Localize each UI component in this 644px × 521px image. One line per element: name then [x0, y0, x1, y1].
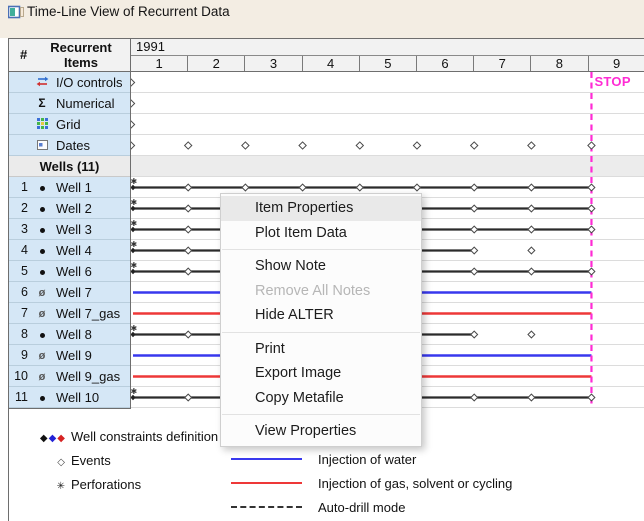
corner-hash: # [20, 47, 28, 62]
menu-separator [222, 332, 420, 333]
legend-marker-label: Events [71, 452, 111, 468]
star-icon: ✳ [56, 480, 66, 492]
well-number: 7 [21, 306, 28, 320]
well-label: Well 1 [56, 179, 92, 195]
event-diamond [185, 142, 192, 149]
red-solid-line-sample [231, 482, 302, 484]
well-row-well-7[interactable] [9, 282, 130, 303]
legend-line-label: Injection of water [318, 451, 417, 467]
diamond-blue-icon: ◆ [48, 432, 58, 444]
event-diamond [528, 268, 535, 275]
perforation-icon: ✱ [130, 324, 138, 333]
legend-line-row [231, 500, 405, 514]
month-header-row [131, 56, 644, 71]
window-title: Time-Line View of Recurrent Data [27, 4, 230, 19]
well-number: 6 [21, 285, 28, 299]
blue-solid-line-sample [231, 458, 302, 460]
event-diamond [242, 142, 249, 149]
month-header-cell: 1 [131, 56, 188, 71]
menu-item-print[interactable]: Print [255, 340, 285, 357]
io-controls-icon [28, 76, 56, 88]
event-diamond [299, 142, 306, 149]
event-diamond [588, 142, 595, 149]
corner-title [33, 40, 129, 70]
year-row-divider [130, 55, 644, 56]
well-number: 9 [21, 348, 28, 362]
well-row-well-8[interactable] [9, 324, 130, 345]
diamond-red-icon: ◆ [57, 432, 66, 444]
well-number: 10 [14, 369, 28, 383]
legend-marker-row [24, 453, 111, 467]
producer-marker-icon [28, 224, 56, 234]
producer-marker-icon [28, 266, 56, 276]
left-panel [9, 72, 130, 408]
event-diamond [528, 142, 535, 149]
event-diamond [471, 142, 478, 149]
event-diamond [356, 184, 363, 191]
event-diamond [471, 394, 478, 401]
well-number: 5 [21, 264, 28, 278]
menu-item-remove-all-notes: Remove All Notes [255, 282, 371, 299]
producer-marker-icon [28, 392, 56, 402]
injector-marker-icon: ø [38, 370, 46, 383]
event-diamond [185, 394, 192, 401]
menu-item-view-properties[interactable]: View Properties [255, 423, 357, 440]
well-number: 1 [21, 180, 28, 194]
window-titlebar [0, 0, 644, 38]
menu-item-plot-item-data[interactable]: Plot Item Data [255, 224, 347, 241]
event-diamond [471, 247, 478, 254]
event-diamond [528, 247, 535, 254]
event-diamond [528, 394, 535, 401]
legend-marker-symbols [24, 453, 66, 468]
event-diamond [588, 226, 595, 233]
event-diamond [413, 142, 420, 149]
legend-line-label: Auto-drill mode [318, 499, 406, 515]
perforation-icon: ✱ [130, 261, 138, 270]
perforation-icon: ✱ [130, 387, 138, 396]
perforation-icon: ✱ [130, 219, 138, 228]
corner-title-line2: Items [64, 55, 98, 70]
event-diamond [185, 226, 192, 233]
item-label: I/O controls [56, 74, 123, 90]
event-diamond [471, 268, 478, 275]
month-header-cell: 7 [474, 56, 531, 71]
event-diamond [528, 205, 535, 212]
well-label: Well 8 [56, 326, 92, 342]
event-diamond [185, 247, 192, 254]
well-row-well-4[interactable] [9, 240, 130, 261]
item-label: Grid [56, 116, 81, 132]
year-header [131, 39, 644, 55]
well-number: 2 [21, 201, 28, 215]
well-label: Well 7 [56, 284, 92, 300]
event-diamond [471, 331, 478, 338]
year-label: 1991 [136, 39, 165, 54]
menu-separator [222, 414, 420, 415]
month-header-cell: 8 [531, 56, 588, 71]
well-label: Well 4 [56, 242, 92, 258]
stop-label: STOP [594, 74, 631, 89]
context-menu [220, 193, 422, 447]
well-row-well-9-gas[interactable] [9, 366, 130, 387]
perforation-icon: ✱ [130, 240, 138, 249]
producer-marker-icon [28, 203, 56, 213]
well-row-well-2[interactable] [9, 198, 130, 219]
sum-icon: Σ [38, 96, 46, 110]
header-corner-cell [9, 39, 130, 71]
month-header-cell: 6 [417, 56, 474, 71]
event-diamond [471, 184, 478, 191]
menu-item-item-properties[interactable]: Item Properties [221, 196, 421, 221]
well-label: Well 2 [56, 200, 92, 216]
wells-header: Wells (11) [9, 156, 130, 177]
diamond-open-icon: ◇ [57, 456, 66, 468]
event-diamond [588, 205, 595, 212]
well-row-well-3[interactable] [9, 219, 130, 240]
well-row-well-6[interactable] [9, 261, 130, 282]
grid-icon [28, 118, 56, 130]
sidebar-item-i-o-controls[interactable] [9, 72, 130, 93]
legend-marker-label: Well constraints definition [71, 428, 219, 444]
producer-marker-icon [28, 182, 56, 192]
event-diamond [588, 268, 595, 275]
well-number: 3 [21, 222, 28, 236]
well-label: Well 9_gas [56, 368, 121, 384]
legend-marker-row [24, 477, 141, 491]
event-diamond [185, 268, 192, 275]
legend-marker-symbols [24, 477, 66, 492]
event-diamond [528, 184, 535, 191]
event-diamond [528, 331, 535, 338]
menu-separator [222, 249, 420, 250]
producer-marker-icon [28, 329, 56, 339]
table-border-top [8, 38, 644, 39]
well-number: 4 [21, 243, 28, 257]
corner-title-line1: Recurrent [50, 40, 112, 55]
event-diamond [414, 184, 421, 191]
well-number: 8 [21, 327, 28, 341]
event-diamond [588, 394, 595, 401]
menu-item-copy-metafile[interactable]: Copy Metafile [255, 389, 344, 406]
legend-marker-symbols [24, 429, 66, 444]
sidebar-item-grid[interactable] [9, 114, 130, 135]
well-label: Well 7_gas [56, 305, 121, 321]
legend-marker-row [24, 429, 218, 443]
injector-marker-icon: ø [38, 307, 46, 320]
dates-icon [28, 140, 56, 151]
panel-bottom-border [8, 408, 130, 409]
panel-divider [130, 38, 131, 409]
sidebar-item-dates[interactable] [9, 135, 130, 156]
event-diamond [185, 331, 192, 338]
month-header-cell: 9 [589, 56, 644, 71]
window-icon [8, 5, 24, 19]
legend-line-row [231, 452, 416, 466]
event-diamond [356, 142, 363, 149]
producer-marker-icon [28, 245, 56, 255]
perforation-icon: ✱ [130, 177, 138, 186]
wells-band [130, 156, 644, 177]
item-label: Numerical [56, 95, 115, 111]
event-diamond [185, 205, 192, 212]
injector-marker-icon: ø [38, 286, 46, 299]
event-diamond [242, 184, 249, 191]
month-header-cell: 5 [360, 56, 417, 71]
event-diamond [471, 205, 478, 212]
month-header-cell: 2 [188, 56, 245, 71]
well-number: 11 [15, 390, 28, 404]
event-diamond [471, 226, 478, 233]
well-label: Well 10 [56, 389, 100, 405]
well-row-well-9[interactable] [9, 345, 130, 366]
header-bottom-border [8, 71, 644, 72]
diamond-black-icon: ◆ [39, 432, 49, 444]
month-header-cell: 4 [303, 56, 360, 71]
menu-item-export-image[interactable]: Export Image [255, 365, 342, 382]
black-dashed-line-sample [231, 506, 302, 508]
event-diamond [185, 184, 192, 191]
well-row-well-1[interactable] [9, 177, 130, 198]
legend-line-label: Injection of gas, solvent or cycling [318, 475, 513, 491]
legend-marker-label: Perforations [71, 476, 142, 492]
event-diamond [299, 184, 306, 191]
perforation-icon: ✱ [130, 198, 138, 207]
legend-line-row [231, 476, 512, 490]
well-label: Well 9 [56, 347, 92, 363]
item-label: Dates [56, 137, 90, 153]
menu-item-show-note[interactable]: Show Note [255, 258, 326, 275]
well-row-well-7-gas[interactable] [9, 303, 130, 324]
well-label: Well 3 [56, 221, 92, 237]
well-row-well-10[interactable] [9, 387, 130, 408]
injector-marker-icon: ø [38, 349, 46, 362]
menu-item-hide-alter[interactable]: Hide ALTER [255, 307, 334, 324]
sidebar-item-numerical[interactable] [9, 93, 130, 114]
month-header-cell: 3 [245, 56, 302, 71]
event-diamond [528, 226, 535, 233]
event-diamond [588, 184, 595, 191]
table-border-left [8, 38, 9, 521]
well-label: Well 6 [56, 263, 92, 279]
